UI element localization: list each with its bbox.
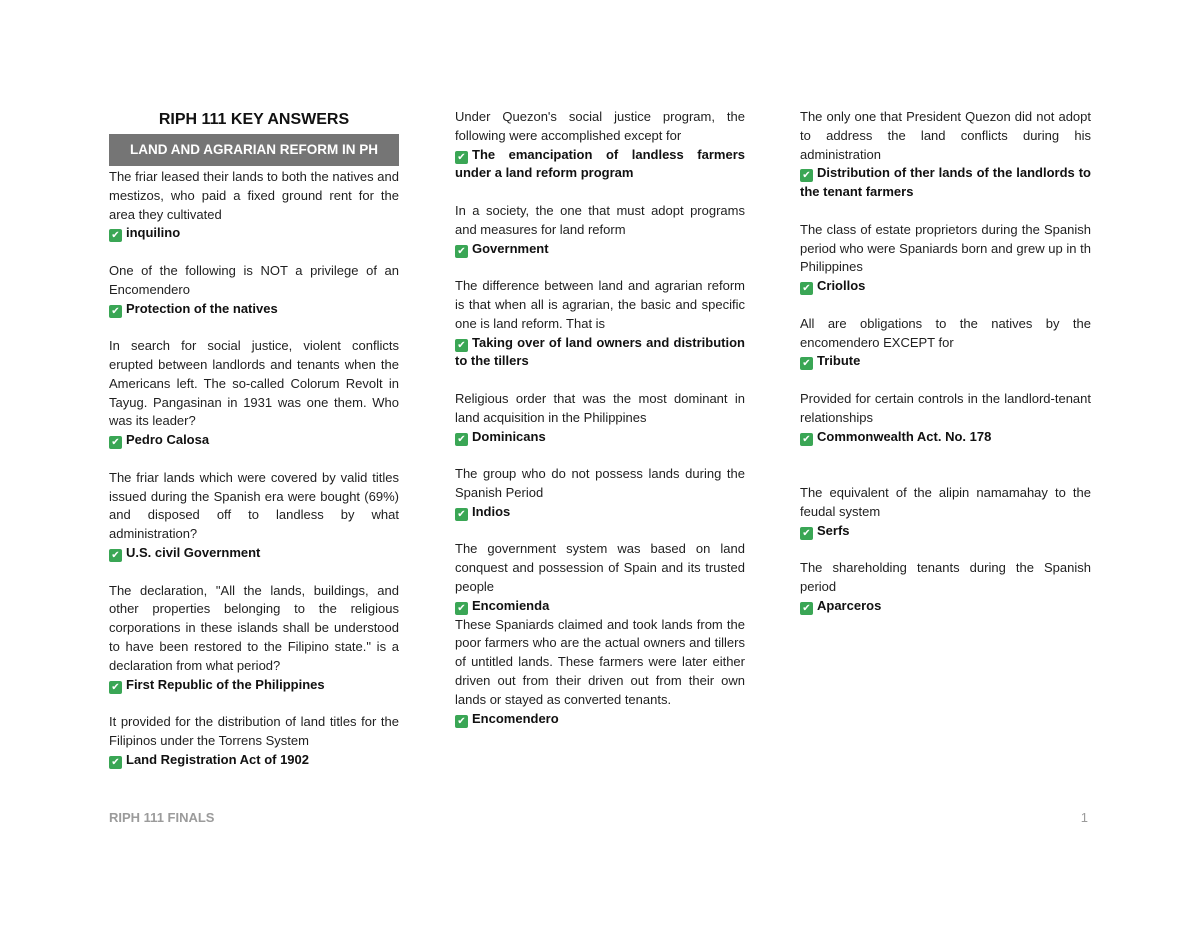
question-text: The shareholding tenants during the Spanish period <box>800 560 1091 594</box>
qa-item <box>800 559 1091 615</box>
answer-text: The emancipation of landless farmers under a land reform program <box>455 146 745 181</box>
answer-text: Dominicans <box>472 428 546 444</box>
answer-line <box>109 431 399 450</box>
answer-line <box>455 710 745 729</box>
answer-line <box>109 676 399 695</box>
answer-line <box>455 428 745 447</box>
answer-text: Indios <box>472 503 511 519</box>
checkmark-icon: ✔ <box>109 756 122 769</box>
answer-text: Aparceros <box>817 597 882 613</box>
qa-item <box>109 469 399 563</box>
qa-item <box>455 540 745 615</box>
checkmark-icon: ✔ <box>455 245 468 258</box>
answer-text: Government <box>472 240 549 256</box>
answer-text: Encomendero <box>472 710 559 726</box>
answer-line <box>455 503 745 522</box>
answer-line <box>455 146 745 184</box>
checkmark-icon: ✔ <box>109 681 122 694</box>
question-text: The friar lands which were covered by valid titles issued during the Spanish era were bought (69%) and disposed off to landless by what administration? <box>109 469 399 542</box>
column-1 <box>109 108 399 788</box>
answer-line <box>800 597 1091 616</box>
qa-item <box>455 277 745 371</box>
checkmark-icon: ✔ <box>800 433 813 446</box>
qa-item <box>109 582 399 695</box>
answer-text: U.S. civil Government <box>126 544 261 560</box>
question-text: The difference between land and agrarian reform is that when all is agrarian, the basic and specific one is land reform. That is <box>455 278 745 331</box>
question-text: All are obligations to the natives by the encomendero EXCEPT for <box>800 315 1091 350</box>
answer-line <box>455 597 745 616</box>
column-3 <box>800 108 1091 634</box>
answer-text: First Republic of the Philippines <box>126 676 325 692</box>
question-text: Under Quezon's social justice program, the following were accomplished except for <box>455 109 745 143</box>
question-text: Religious order that was the most dominant in land acquisition in the Philippines <box>455 390 745 425</box>
answer-line <box>800 522 1091 541</box>
qa-item <box>800 221 1091 296</box>
answer-line <box>455 334 745 372</box>
answer-line <box>109 751 399 770</box>
qa-item <box>455 108 745 183</box>
qa-item <box>455 465 745 521</box>
checkmark-icon: ✔ <box>455 433 468 446</box>
checkmark-icon: ✔ <box>800 169 813 182</box>
checkmark-icon: ✔ <box>800 527 813 540</box>
answer-line <box>800 352 1091 371</box>
answer-line <box>109 544 399 563</box>
answer-line <box>109 224 399 243</box>
answer-text: Pedro Calosa <box>126 432 210 448</box>
checkmark-icon: ✔ <box>455 151 468 164</box>
checkmark-icon: ✔ <box>109 229 122 242</box>
answer-text: Land Registration Act of 1902 <box>126 751 309 767</box>
checkmark-icon: ✔ <box>109 549 122 562</box>
question-text: One of the following is NOT a privilege of an Encomendero <box>109 262 399 297</box>
answer-text: Protection of the natives <box>126 300 278 316</box>
column-2 <box>455 108 745 747</box>
question-text: In a society, the one that must adopt programs and measures for land reform <box>455 202 745 237</box>
document-title: RIPH 111 KEY ANSWERS <box>158 111 350 128</box>
qa-item <box>109 713 399 769</box>
answer-line <box>800 428 1091 447</box>
qa-item <box>800 108 1091 202</box>
answer-line <box>800 164 1091 202</box>
qa-item <box>800 315 1091 371</box>
qa-item <box>800 484 1091 540</box>
qa-item <box>109 168 399 243</box>
question-text: The friar leased their lands to both the natives and mestizos, who paid a fixed ground rent for the area they cultivated <box>109 169 399 222</box>
checkmark-icon: ✔ <box>455 508 468 521</box>
question-text: It provided for the distribution of land titles for the Filipinos under the Torrens System <box>109 714 399 748</box>
checkmark-icon: ✔ <box>109 305 122 318</box>
answer-line <box>109 300 399 319</box>
footer-label: RIPH 111 FINALS <box>109 810 215 825</box>
qa-item <box>109 262 399 318</box>
checkmark-icon: ✔ <box>455 715 468 728</box>
checkmark-icon: ✔ <box>800 357 813 370</box>
answer-text: Taking over of land owners and distribution to the tillers <box>455 334 745 369</box>
checkmark-icon: ✔ <box>800 602 813 615</box>
answer-text: Commonwealth Act. No. 178 <box>817 428 992 444</box>
section-banner: LAND AND AGRARIAN REFORM IN PH <box>109 134 399 166</box>
qa-item <box>455 616 745 729</box>
question-text: In search for social justice, violent conflicts erupted between landlords and tenants when the Americans left. The so-called Colorum Revolt in Tayug. Pangasinan in 1931 was one them. Who was its leader? <box>109 338 399 429</box>
answer-text: Encomienda <box>472 597 550 613</box>
checkmark-icon: ✔ <box>109 436 122 449</box>
checkmark-icon: ✔ <box>455 339 468 352</box>
answer-text: Distribution of ther lands of the landlords to the tenant farmers <box>800 165 1091 200</box>
answer-text: Criollos <box>817 278 866 294</box>
answer-line <box>800 277 1091 296</box>
page-number: 1 <box>1080 810 1088 825</box>
checkmark-icon: ✔ <box>800 282 813 295</box>
question-text: These Spaniards claimed and took lands from the poor farmers who are the actual owners and tillers of untitled lands. These farmers were later either driven out from their driven out from their own lands or stayed as converted tenants. <box>455 616 745 707</box>
question-text: The government system was based on land conquest and possession of Spain and its trusted people <box>455 541 745 594</box>
answer-text: Tribute <box>817 353 861 369</box>
question-text: Provided for certain controls in the landlord-tenant relationships <box>800 390 1091 425</box>
answer-text: Serfs <box>817 522 850 538</box>
question-text: The class of estate proprietors during the Spanish period who were Spaniards born and grew up in th Philippines <box>800 221 1091 275</box>
qa-item <box>800 390 1091 446</box>
checkmark-icon: ✔ <box>455 602 468 615</box>
answer-line <box>455 240 745 259</box>
qa-item <box>455 202 745 258</box>
question-text: The declaration, "All the lands, buildings, and other properties belonging to the religious corporations in these islands shall be understood to have been restored to the Filipino state." is a declaration from what period? <box>109 582 399 673</box>
question-text: The equivalent of the alipin namamahay to the feudal system <box>800 484 1091 519</box>
qa-item <box>455 390 745 446</box>
qa-item <box>109 337 399 450</box>
answer-text: inquilino <box>126 225 181 241</box>
question-text: The group who do not possess lands during the Spanish Period <box>455 466 745 500</box>
question-text: The only one that President Quezon did not adopt to address the land conflicts during his administration <box>800 109 1091 162</box>
